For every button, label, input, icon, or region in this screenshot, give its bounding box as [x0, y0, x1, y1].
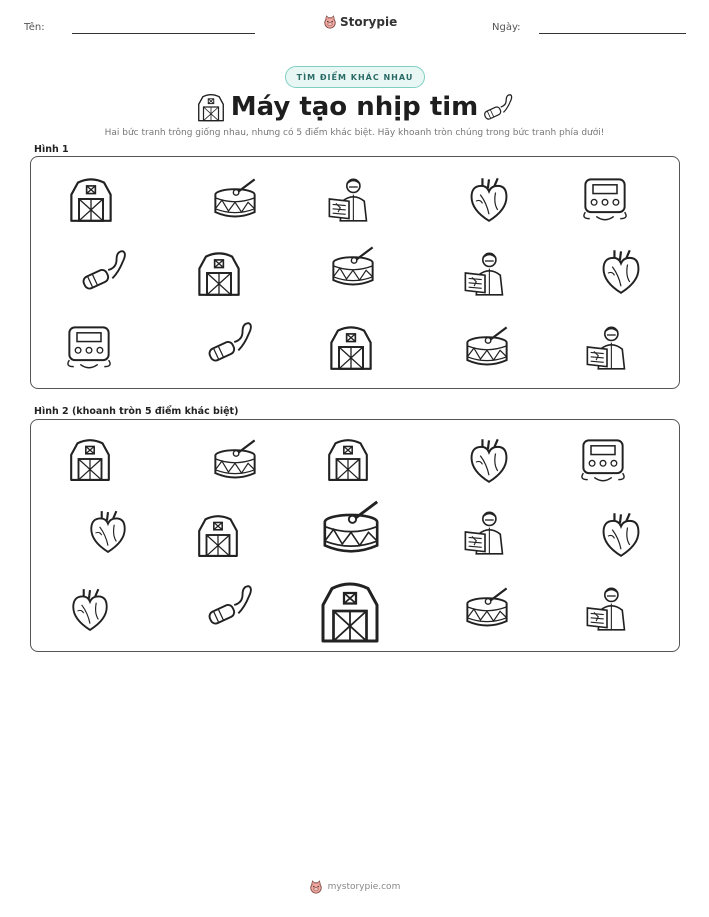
brand-name: Storypie — [340, 15, 398, 29]
date-label: Ngày: — [492, 22, 521, 33]
drum-icon[interactable] — [463, 584, 511, 632]
drum-icon — [329, 243, 377, 291]
date-line[interactable] — [539, 33, 686, 34]
drum-icon[interactable] — [319, 496, 383, 560]
page-title: Máy tạo nhịp tim — [230, 92, 479, 122]
pacemaker-device-icon[interactable] — [579, 436, 627, 484]
doctor-icon — [325, 175, 373, 223]
pig-icon — [309, 880, 323, 894]
footer-site[interactable]: mystorypie.com — [327, 882, 401, 892]
name-label: Tên: — [24, 22, 45, 33]
battery-lead-icon — [205, 319, 255, 365]
doctor-icon[interactable] — [461, 508, 509, 556]
heart-icon[interactable] — [67, 586, 113, 632]
battery-lead-icon — [79, 247, 129, 293]
barn-icon[interactable] — [317, 578, 383, 644]
heart-icon[interactable] — [597, 510, 645, 558]
pacemaker-device-icon — [581, 175, 629, 223]
barn-icon — [195, 249, 243, 297]
doctor-icon[interactable] — [583, 584, 631, 632]
heart-icon[interactable] — [465, 436, 513, 484]
heart-icon[interactable] — [85, 508, 131, 554]
battery-lead-icon[interactable] — [205, 582, 255, 628]
drum-icon — [211, 175, 259, 223]
drum-icon — [463, 323, 511, 371]
pig-icon — [323, 15, 337, 29]
name-line[interactable] — [72, 33, 255, 34]
picture2-panel — [30, 419, 680, 652]
barn-icon[interactable] — [67, 436, 113, 482]
barn-icon — [67, 175, 115, 223]
drum-icon[interactable] — [211, 436, 259, 484]
heart-icon — [465, 175, 513, 223]
barn-icon[interactable] — [195, 512, 241, 558]
footer — [0, 880, 709, 894]
instructions: Hai bức tranh trông giống nhau, nhưng có 5 điểm khác biệt. Hãy khoanh tròn chúng trong bức tranh phía dưới! — [104, 128, 605, 138]
picture2-label: Hình 2 (khoanh tròn 5 điểm khác biệt) — [34, 406, 239, 417]
doctor-icon — [461, 249, 509, 297]
brand-logo — [323, 15, 397, 29]
doctor-icon — [583, 323, 631, 371]
pacemaker-device-icon — [65, 323, 113, 371]
picture1-label: Hình 1 — [34, 144, 69, 155]
barn-icon[interactable] — [325, 436, 371, 482]
category-badge: TÌM ĐIỂM KHÁC NHAU — [285, 66, 425, 88]
barn-icon — [327, 323, 375, 371]
heart-icon — [597, 247, 645, 295]
battery-lead-icon — [482, 92, 514, 122]
picture1-panel — [30, 156, 680, 389]
